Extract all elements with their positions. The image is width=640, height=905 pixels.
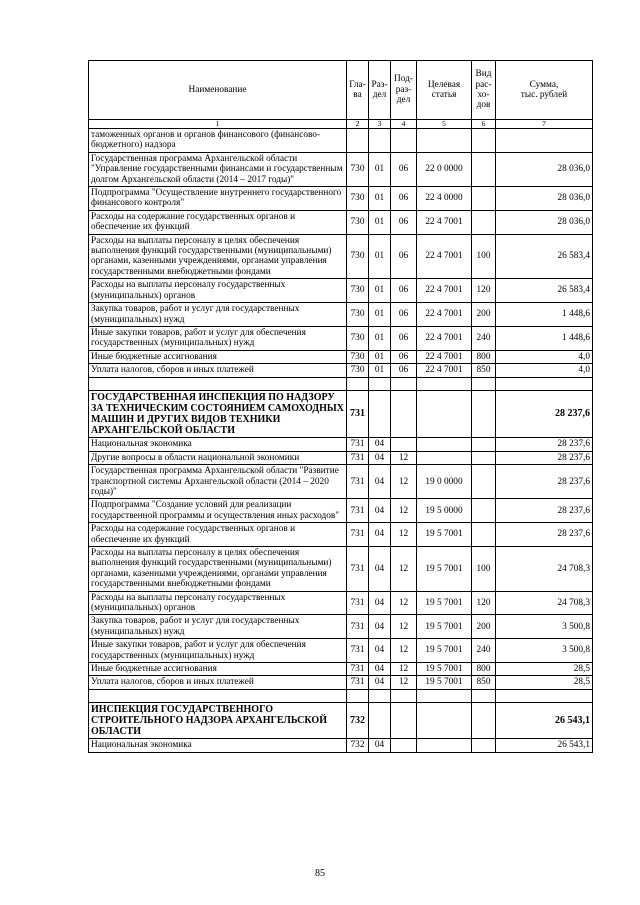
page-number: 85 — [315, 868, 325, 879]
cell-name: Национальная экономика — [89, 739, 347, 752]
cell-razdel: 04 — [369, 663, 391, 676]
spacer-cell — [89, 377, 347, 390]
cell-sum: 3 500,8 — [496, 615, 593, 639]
table-row — [89, 663, 593, 676]
column-number: 6 — [472, 120, 496, 129]
cell-vid — [472, 210, 496, 234]
cell-sum: 26 583,4 — [496, 279, 593, 303]
cell-podrazdel — [391, 739, 417, 752]
spacer-cell — [347, 377, 369, 390]
cell-razdel: 01 — [369, 279, 391, 303]
cell-glava: 731 — [347, 591, 369, 615]
cell-vid: 800 — [472, 663, 496, 676]
cell-name: Другие вопросы в области национальной экономики — [89, 451, 347, 464]
table-row — [89, 210, 593, 234]
cell-name: Подпрограмма "Осуществление внутреннего государственного финансового контроля" — [89, 187, 347, 211]
cell-razdel: 01 — [369, 234, 391, 279]
cell-podrazdel: 12 — [391, 499, 417, 523]
cell-name: Расходы на содержание государственных органов и обеспечение их функций — [89, 523, 347, 547]
cell-target: 19 5 7001 — [417, 663, 472, 676]
cell-sum: 28 036,0 — [496, 210, 593, 234]
spacer-cell — [496, 377, 593, 390]
cell-sum: 28 237,6 — [496, 451, 593, 464]
column-number: 1 — [89, 120, 347, 129]
cell-target — [417, 129, 472, 153]
cell-razdel: 01 — [369, 326, 391, 350]
cell-sum: 26 583,4 — [496, 234, 593, 279]
table-row — [89, 451, 593, 464]
cell-razdel: 04 — [369, 639, 391, 663]
section-header-row — [89, 390, 593, 438]
cell-razdel: 04 — [369, 739, 391, 752]
cell-sum: 26 543,1 — [496, 739, 593, 752]
spacer-cell — [369, 377, 391, 390]
cell-sum — [496, 129, 593, 153]
cell-target — [417, 438, 472, 451]
cell-target: 19 5 0000 — [417, 499, 472, 523]
cell-name: Иные бюджетные ассигнования — [89, 350, 347, 363]
cell-name: Расходы на выплаты персоналу в целях обеспечения выполнения функций государственными (муниципальными) органами, казенными учреждениями, органами управления государственными внебюджетными фондами — [89, 546, 347, 591]
cell-glava: 731 — [347, 676, 369, 689]
spacer-row — [89, 377, 593, 390]
cell-sum: 4,0 — [496, 364, 593, 377]
cell-sum: 26 543,1 — [496, 702, 593, 739]
cell-target: 22 4 7001 — [417, 279, 472, 303]
budget-table — [88, 60, 593, 753]
cell-target: 19 5 7001 — [417, 523, 472, 547]
cell-razdel: 04 — [369, 465, 391, 499]
cell-name: Государственная программа Архангельской области "Развитие транспортной системы Архангельской области (2014 – 2020 годы)" — [89, 465, 347, 499]
spacer-cell — [496, 689, 593, 702]
cell-vid — [472, 465, 496, 499]
cell-target: 19 5 7001 — [417, 591, 472, 615]
cell-name: Закупка товаров, работ и услуг для государственных (муниципальных) нужд — [89, 615, 347, 639]
cell-glava — [347, 129, 369, 153]
cell-vid: 120 — [472, 591, 496, 615]
cell-podrazdel: 06 — [391, 364, 417, 377]
cell-target: 22 4 7001 — [417, 364, 472, 377]
cell-vid: 200 — [472, 615, 496, 639]
cell-podrazdel: 06 — [391, 326, 417, 350]
cell-target: 22 4 7001 — [417, 234, 472, 279]
cell-podrazdel: 12 — [391, 591, 417, 615]
cell-razdel: 01 — [369, 350, 391, 363]
header-glava: Гла- ва — [347, 61, 369, 120]
cell-name: Уплата налогов, сборов и иных платежей — [89, 364, 347, 377]
cell-name: таможенных органов и органов финансового (финансово-бюджетного) надзора — [89, 129, 347, 153]
spacer-cell — [417, 689, 472, 702]
cell-glava: 730 — [347, 279, 369, 303]
cell-podrazdel: 12 — [391, 451, 417, 464]
cell-vid: 850 — [472, 676, 496, 689]
cell-sum: 28 036,0 — [496, 187, 593, 211]
table-header-row — [89, 61, 593, 120]
spacer-cell — [417, 377, 472, 390]
cell-name: Иные закупки товаров, работ и услуг для обеспечения государственных (муниципальных) нужд — [89, 326, 347, 350]
spacer-cell — [369, 689, 391, 702]
section-header-row — [89, 702, 593, 739]
table-row — [89, 499, 593, 523]
cell-sum: 28,5 — [496, 676, 593, 689]
cell-podrazdel — [391, 390, 417, 438]
cell-target: 19 5 7001 — [417, 639, 472, 663]
cell-vid — [472, 152, 496, 186]
cell-vid — [472, 499, 496, 523]
cell-podrazdel: 06 — [391, 187, 417, 211]
spacer-cell — [472, 377, 496, 390]
cell-glava: 731 — [347, 615, 369, 639]
table-row — [89, 303, 593, 327]
cell-podrazdel: 12 — [391, 639, 417, 663]
cell-podrazdel: 12 — [391, 615, 417, 639]
cell-sum: 28 237,6 — [496, 465, 593, 499]
cell-target: 22 4 7001 — [417, 303, 472, 327]
table-row — [89, 546, 593, 591]
cell-sum: 24 708,3 — [496, 546, 593, 591]
cell-sum: 3 500,8 — [496, 639, 593, 663]
cell-razdel: 01 — [369, 364, 391, 377]
cell-podrazdel: 12 — [391, 465, 417, 499]
header-podrazdel: Под- раз- дел — [391, 61, 417, 120]
spacer-cell — [391, 377, 417, 390]
cell-razdel — [369, 702, 391, 739]
cell-target: 19 5 7001 — [417, 676, 472, 689]
column-number: 4 — [391, 120, 417, 129]
table-body — [89, 129, 593, 753]
cell-vid — [472, 187, 496, 211]
table-row — [89, 129, 593, 153]
cell-razdel: 01 — [369, 187, 391, 211]
cell-podrazdel — [391, 702, 417, 739]
cell-target — [417, 739, 472, 752]
cell-razdel: 04 — [369, 438, 391, 451]
table-row — [89, 152, 593, 186]
cell-podrazdel: 06 — [391, 152, 417, 186]
cell-glava: 730 — [347, 326, 369, 350]
cell-vid — [472, 129, 496, 153]
cell-target: 19 5 7001 — [417, 546, 472, 591]
cell-vid: 200 — [472, 303, 496, 327]
table-row — [89, 187, 593, 211]
cell-name: ГОСУДАРСТВЕННАЯ ИНСПЕКЦИЯ ПО НАДЗОРУ ЗА ТЕХНИЧЕСКИМ СОСТОЯНИЕМ САМОХОДНЫХ МАШИН И ДРУГИХ ВИДОВ ТЕХНИКИ АРХАНГЕЛЬСКОЙ ОБЛАСТИ — [89, 390, 347, 438]
cell-name: Расходы на выплаты персоналу в целях обеспечения выполнения функций государственными (муниципальными) органами, казенными учреждениями, органами управления государственными внебюджетными фондами — [89, 234, 347, 279]
cell-glava: 731 — [347, 451, 369, 464]
column-number-row — [89, 120, 593, 129]
cell-vid: 240 — [472, 326, 496, 350]
cell-target — [417, 451, 472, 464]
table-row — [89, 350, 593, 363]
cell-vid — [472, 523, 496, 547]
cell-razdel: 04 — [369, 499, 391, 523]
spacer-cell — [472, 689, 496, 702]
cell-razdel: 01 — [369, 152, 391, 186]
spacer-cell — [391, 689, 417, 702]
cell-razdel: 04 — [369, 451, 391, 464]
cell-podrazdel — [391, 129, 417, 153]
cell-sum: 28 036,0 — [496, 152, 593, 186]
cell-glava: 731 — [347, 639, 369, 663]
cell-glava: 731 — [347, 499, 369, 523]
cell-glava: 731 — [347, 438, 369, 451]
cell-sum: 24 708,3 — [496, 591, 593, 615]
cell-glava: 731 — [347, 465, 369, 499]
cell-target: 22 4 7001 — [417, 350, 472, 363]
cell-name: Национальная экономика — [89, 438, 347, 451]
cell-sum: 28 237,6 — [496, 523, 593, 547]
cell-name: Расходы на выплаты персоналу государственных (муниципальных) органов — [89, 279, 347, 303]
header-razdel: Раз- дел — [369, 61, 391, 120]
column-number: 7 — [496, 120, 593, 129]
table-row — [89, 326, 593, 350]
cell-target: 22 4 7001 — [417, 326, 472, 350]
cell-podrazdel: 06 — [391, 210, 417, 234]
column-number: 5 — [417, 120, 472, 129]
table-row — [89, 438, 593, 451]
cell-vid — [472, 390, 496, 438]
cell-glava: 730 — [347, 303, 369, 327]
cell-sum: 28,5 — [496, 663, 593, 676]
table-row — [89, 523, 593, 547]
cell-glava: 730 — [347, 152, 369, 186]
table-row — [89, 234, 593, 279]
cell-podrazdel: 06 — [391, 303, 417, 327]
cell-vid: 240 — [472, 639, 496, 663]
table-row — [89, 465, 593, 499]
cell-podrazdel: 06 — [391, 350, 417, 363]
cell-name: Иные бюджетные ассигнования — [89, 663, 347, 676]
cell-vid: 800 — [472, 350, 496, 363]
cell-vid: 120 — [472, 279, 496, 303]
cell-razdel: 01 — [369, 303, 391, 327]
header-vid: Вид рас- хо- дов — [472, 61, 496, 120]
cell-vid: 100 — [472, 234, 496, 279]
cell-target: 19 5 7001 — [417, 615, 472, 639]
spacer-row — [89, 689, 593, 702]
cell-target: 19 0 0000 — [417, 465, 472, 499]
cell-name: Государственная программа Архангельской области "Управление государственными финансами и государственным долгом Архангельской области (2014 – 2017 годы)" — [89, 152, 347, 186]
spacer-cell — [89, 689, 347, 702]
cell-podrazdel: 12 — [391, 546, 417, 591]
cell-podrazdel — [391, 438, 417, 451]
cell-sum: 28 237,6 — [496, 499, 593, 523]
cell-razdel: 04 — [369, 591, 391, 615]
cell-glava: 731 — [347, 390, 369, 438]
cell-name: Иные закупки товаров, работ и услуг для обеспечения государственных (муниципальных) нужд — [89, 639, 347, 663]
cell-sum: 4,0 — [496, 350, 593, 363]
cell-target — [417, 702, 472, 739]
cell-vid — [472, 438, 496, 451]
cell-podrazdel: 06 — [391, 279, 417, 303]
cell-sum: 1 448,6 — [496, 326, 593, 350]
cell-vid: 850 — [472, 364, 496, 377]
cell-glava: 731 — [347, 546, 369, 591]
cell-name: Закупка товаров, работ и услуг для государственных (муниципальных) нужд — [89, 303, 347, 327]
table-row — [89, 279, 593, 303]
cell-glava: 731 — [347, 663, 369, 676]
cell-podrazdel: 12 — [391, 676, 417, 689]
cell-name: ИНСПЕКЦИЯ ГОСУДАРСТВЕННОГО СТРОИТЕЛЬНОГО НАДЗОРА АРХАНГЕЛЬСКОЙ ОБЛАСТИ — [89, 702, 347, 739]
header-sum: Сумма, тыс. рублей — [496, 61, 593, 120]
table-row — [89, 364, 593, 377]
cell-razdel — [369, 129, 391, 153]
cell-name: Уплата налогов, сборов и иных платежей — [89, 676, 347, 689]
cell-name: Расходы на выплаты персоналу государственных (муниципальных) органов — [89, 591, 347, 615]
cell-target: 22 0 0000 — [417, 152, 472, 186]
cell-razdel — [369, 390, 391, 438]
table-row — [89, 639, 593, 663]
cell-glava: 730 — [347, 234, 369, 279]
cell-sum: 1 448,6 — [496, 303, 593, 327]
cell-glava: 732 — [347, 739, 369, 752]
spacer-cell — [347, 689, 369, 702]
cell-target: 22 4 7001 — [417, 210, 472, 234]
cell-glava: 730 — [347, 187, 369, 211]
cell-podrazdel: 12 — [391, 523, 417, 547]
cell-vid: 100 — [472, 546, 496, 591]
table-row — [89, 676, 593, 689]
header-name: Наименование — [89, 61, 347, 120]
cell-sum: 28 237,6 — [496, 438, 593, 451]
cell-razdel: 04 — [369, 546, 391, 591]
cell-sum: 28 237,6 — [496, 390, 593, 438]
table-row — [89, 739, 593, 752]
cell-vid — [472, 739, 496, 752]
cell-razdel: 04 — [369, 523, 391, 547]
cell-podrazdel: 06 — [391, 234, 417, 279]
cell-name: Расходы на содержание государственных органов и обеспечение их функций — [89, 210, 347, 234]
cell-razdel: 04 — [369, 615, 391, 639]
cell-razdel: 04 — [369, 676, 391, 689]
cell-vid — [472, 451, 496, 464]
column-number: 3 — [369, 120, 391, 129]
column-number: 2 — [347, 120, 369, 129]
cell-glava: 730 — [347, 210, 369, 234]
header-target: Целевая статья — [417, 61, 472, 120]
cell-target — [417, 390, 472, 438]
table-row — [89, 615, 593, 639]
cell-glava: 732 — [347, 702, 369, 739]
cell-name: Подпрограмма "Создание условий для реализации государственной программы и осуществления иных расходов" — [89, 499, 347, 523]
cell-glava: 731 — [347, 523, 369, 547]
cell-glava: 730 — [347, 364, 369, 377]
cell-target: 22 4 0000 — [417, 187, 472, 211]
cell-podrazdel: 12 — [391, 663, 417, 676]
table-row — [89, 591, 593, 615]
cell-vid — [472, 702, 496, 739]
cell-razdel: 01 — [369, 210, 391, 234]
cell-glava: 730 — [347, 350, 369, 363]
